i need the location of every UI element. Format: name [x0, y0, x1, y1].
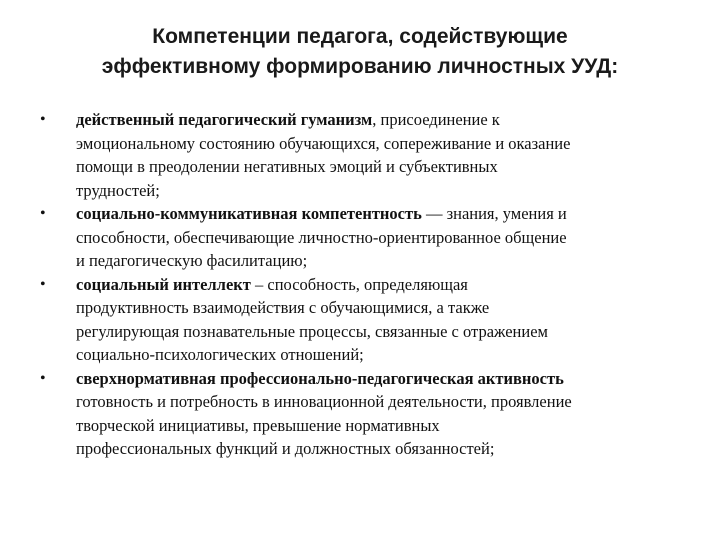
text-line: профессиональных функций и должностных обязанностей;	[76, 439, 495, 458]
text-line: творческой инициативы, превышение нормативных	[76, 415, 440, 435]
competency-item	[40, 202, 690, 273]
line-text: – способность, определяющая	[250, 274, 468, 294]
competency-list	[40, 108, 690, 461]
slide-title-line: Компетенции педагога, содействующие	[152, 25, 568, 48]
competency-item	[40, 273, 690, 367]
competency-term: действенный педагогический гуманизм	[76, 110, 373, 129]
text-line: трудностей;	[76, 180, 160, 200]
competency-term: социальный интеллект	[76, 274, 251, 294]
bullet-icon: •	[40, 275, 46, 293]
slide-title	[40, 22, 680, 82]
competency-text	[76, 108, 690, 202]
bullet-icon: •	[40, 205, 46, 222]
text-line	[76, 108, 690, 132]
bullet-icon: •	[40, 111, 46, 128]
competency-term: социально-коммуникативная компетентность	[76, 204, 422, 223]
text-line: и педагогическую фасилитацию;	[76, 251, 308, 270]
competency-text	[76, 367, 690, 461]
competency-item	[40, 108, 690, 202]
text-line: продуктивность взаимодействия с обучающимися, а также	[76, 298, 490, 317]
text-line	[76, 367, 690, 391]
text-line: социально-психологических отношений;	[76, 345, 364, 364]
competency-text	[76, 273, 690, 367]
competency-text	[76, 202, 690, 273]
text-line: регулирующая познавательные процессы, связанные с отражением	[76, 321, 548, 341]
competency-term: сверхнормативная профессионально-педагогическая активность	[76, 368, 564, 388]
line-text: , присоединение к	[372, 110, 500, 129]
bullet-icon: •	[40, 369, 46, 387]
text-line	[76, 273, 690, 297]
text-line: эмоциональному состоянию обучающихся, сопереживание и оказание	[76, 133, 571, 153]
line-text: — знания, умения и	[421, 204, 567, 223]
text-line: способности, обеспечивающие личностно-ориентированное общение	[76, 227, 567, 247]
competency-item	[40, 367, 690, 461]
text-line	[76, 202, 690, 226]
slide-title-line: эффективному формированию личностных УУД:	[101, 55, 619, 78]
text-line: готовность и потребность в инновационной деятельности, проявление	[76, 392, 572, 411]
text-line: помощи в преодолении негативных эмоций и субъективных	[76, 157, 498, 176]
